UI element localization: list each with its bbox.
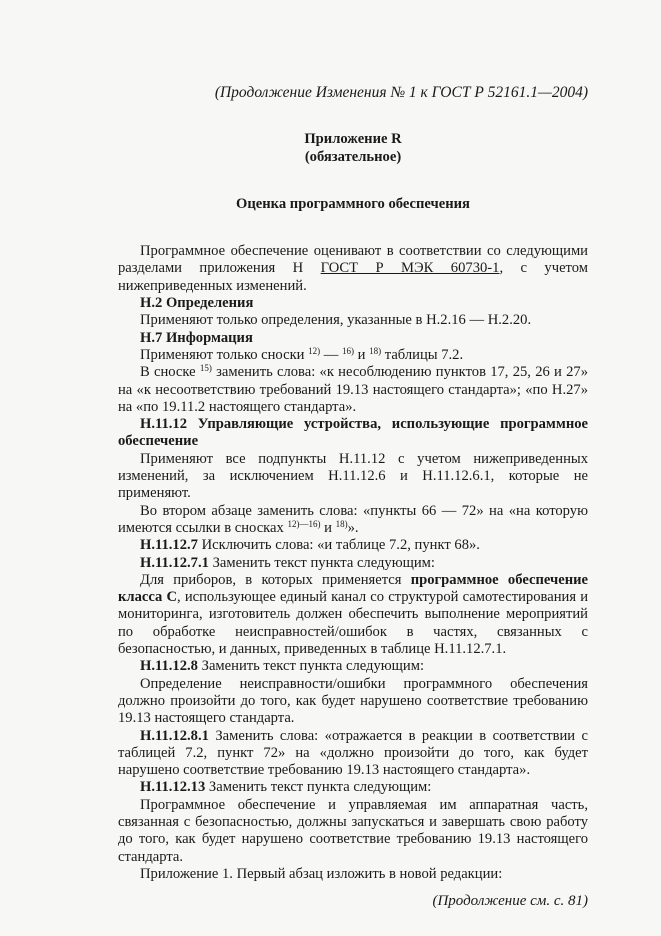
paragraph-class-c bbox=[118, 572, 588, 658]
footnotes-text-b: — bbox=[320, 346, 343, 363]
paragraph-h11127 bbox=[118, 537, 588, 554]
paragraph-fault-detection: Определение неисправности/ошибки программного обеспечения должно произойти до того, как будет нарушено соответствие требованию 19.13 настоящего стандарта. bbox=[118, 675, 588, 727]
clause-text: Заменить слова: «отражается в реакции в соответствии с таблицей 7.2, пункт 72» на «должно произойти до того, как будет нарушено соответствие требованию 19.13 настоящего стандарта». bbox=[118, 727, 588, 779]
fn15-text-a: В сноске bbox=[140, 364, 200, 381]
clause-number: Н.11.12.8.1 bbox=[140, 727, 209, 744]
clause-number: Н.11.12.8 bbox=[140, 658, 198, 675]
paragraph-second-abzac bbox=[118, 503, 588, 538]
footnote-ref: 12) bbox=[308, 345, 321, 356]
paragraph-footnotes bbox=[118, 347, 588, 364]
paragraph-definitions: Применяют только определения, указанные в Н.2.16 — Н.2.20. bbox=[140, 312, 532, 329]
clause-text: Заменить текст пункта следующим: bbox=[205, 779, 432, 796]
class-c-text-a: Для приборов, в которых применяется bbox=[140, 571, 411, 588]
page-footer: (Продолжение см. с. 81) bbox=[432, 893, 588, 910]
clause-text: Исключить слова: «и таблице 7.2, пункт 68». bbox=[197, 537, 480, 554]
section-title: Оценка программного обеспечения bbox=[236, 195, 470, 212]
fn15-text-b: заменить слова: «к несоблюдению пунктов 17, 25, 26 и 27» на «к несоответствию требований 19.13 настоящего стандарта»; «по Н.27» на «по 19.11.2 настоящего стандарта». bbox=[118, 364, 588, 415]
page-content bbox=[118, 84, 588, 910]
clause-number: Н.11.12.7 bbox=[140, 537, 198, 554]
footnote-ref: 15) bbox=[199, 363, 212, 374]
footnote-ref: 12)—16) bbox=[287, 518, 321, 529]
clause-text: Заменить текст пункта следующим: bbox=[208, 554, 435, 571]
paragraph-appendix-1: Приложение 1. Первый абзац изложить в новой редакции: bbox=[140, 865, 503, 882]
abzac-text-b: и bbox=[320, 519, 336, 536]
paragraph-software-hardware: Программное обеспечение и управляемая им аппаратная часть, связанная с безопасностью, должны запускаться и завершать свою работу до того, как будет нарушено соответствие требованию 19.13 настоящего стандарта. bbox=[118, 796, 588, 865]
clause-number: Н.11.12.7.1 bbox=[140, 554, 209, 571]
footnote-ref: 16) bbox=[342, 345, 355, 356]
abzac-text-a: Во втором абзаце заменить слова: «пункты 66 — 72» на «на которую имеются ссылки в сносках bbox=[118, 502, 588, 536]
paragraph-h111213 bbox=[118, 779, 588, 796]
footnote-ref: 18) bbox=[369, 345, 382, 356]
class-c-text-c: , использующее единый канал со структурой самотестирования и мониторинга, изготовитель должен обеспечить выполнение мероприятий по обработке неисправностей/ошибок в частях, связанных с безопасностью, и данных, приведенных в таблице Н.11.12.7.1. bbox=[118, 589, 588, 658]
page-header: (Продолжение Изменения № 1 к ГОСТ Р 52161.1—2004) bbox=[214, 84, 588, 101]
paragraph-h111271 bbox=[118, 555, 588, 572]
abzac-text-c: ». bbox=[347, 519, 359, 536]
heading-h1112: Н.11.12 Управляющие устройства, использующие программное обеспечение bbox=[118, 416, 588, 450]
footnotes-text-d: таблицы 7.2. bbox=[381, 346, 464, 363]
footnote-ref: 18) bbox=[335, 518, 348, 529]
heading-h7: Н.7 Информация bbox=[140, 329, 253, 346]
class-c-bold: программное обеспечение класса С bbox=[118, 571, 588, 606]
paragraph-h11128 bbox=[118, 658, 588, 675]
intro-text-b: , с учетом нижеприведенных изменений. bbox=[118, 260, 588, 294]
clause-text: Заменить текст пункта следующим: bbox=[197, 658, 425, 675]
footnotes-text-a: Применяют только сноски bbox=[140, 346, 309, 363]
heading-h2: Н.2 Определения bbox=[140, 295, 254, 312]
gost-reference-link[interactable]: ГОСТ Р МЭК 60730-1 bbox=[320, 260, 500, 277]
paragraph-subclauses: Применяют все подпункты Н.11.12 с учетом нижеприведенных изменений, за исключением Н.11.12.6 и Н.11.12.6.1, которые не применяют. bbox=[118, 450, 588, 502]
appendix-status: (обязательное) bbox=[304, 148, 402, 165]
clause-number: Н.11.12.13 bbox=[140, 779, 206, 796]
intro-text-a: Программное обеспечение оценивают в соответствии со следующими разделами приложения Н bbox=[118, 243, 588, 277]
appendix-title: Приложение R bbox=[304, 131, 402, 148]
footnotes-text-c: и bbox=[354, 346, 370, 363]
paragraph-footnote-15 bbox=[118, 364, 588, 416]
paragraph-intro bbox=[118, 243, 588, 295]
paragraph-h111281 bbox=[118, 728, 588, 780]
